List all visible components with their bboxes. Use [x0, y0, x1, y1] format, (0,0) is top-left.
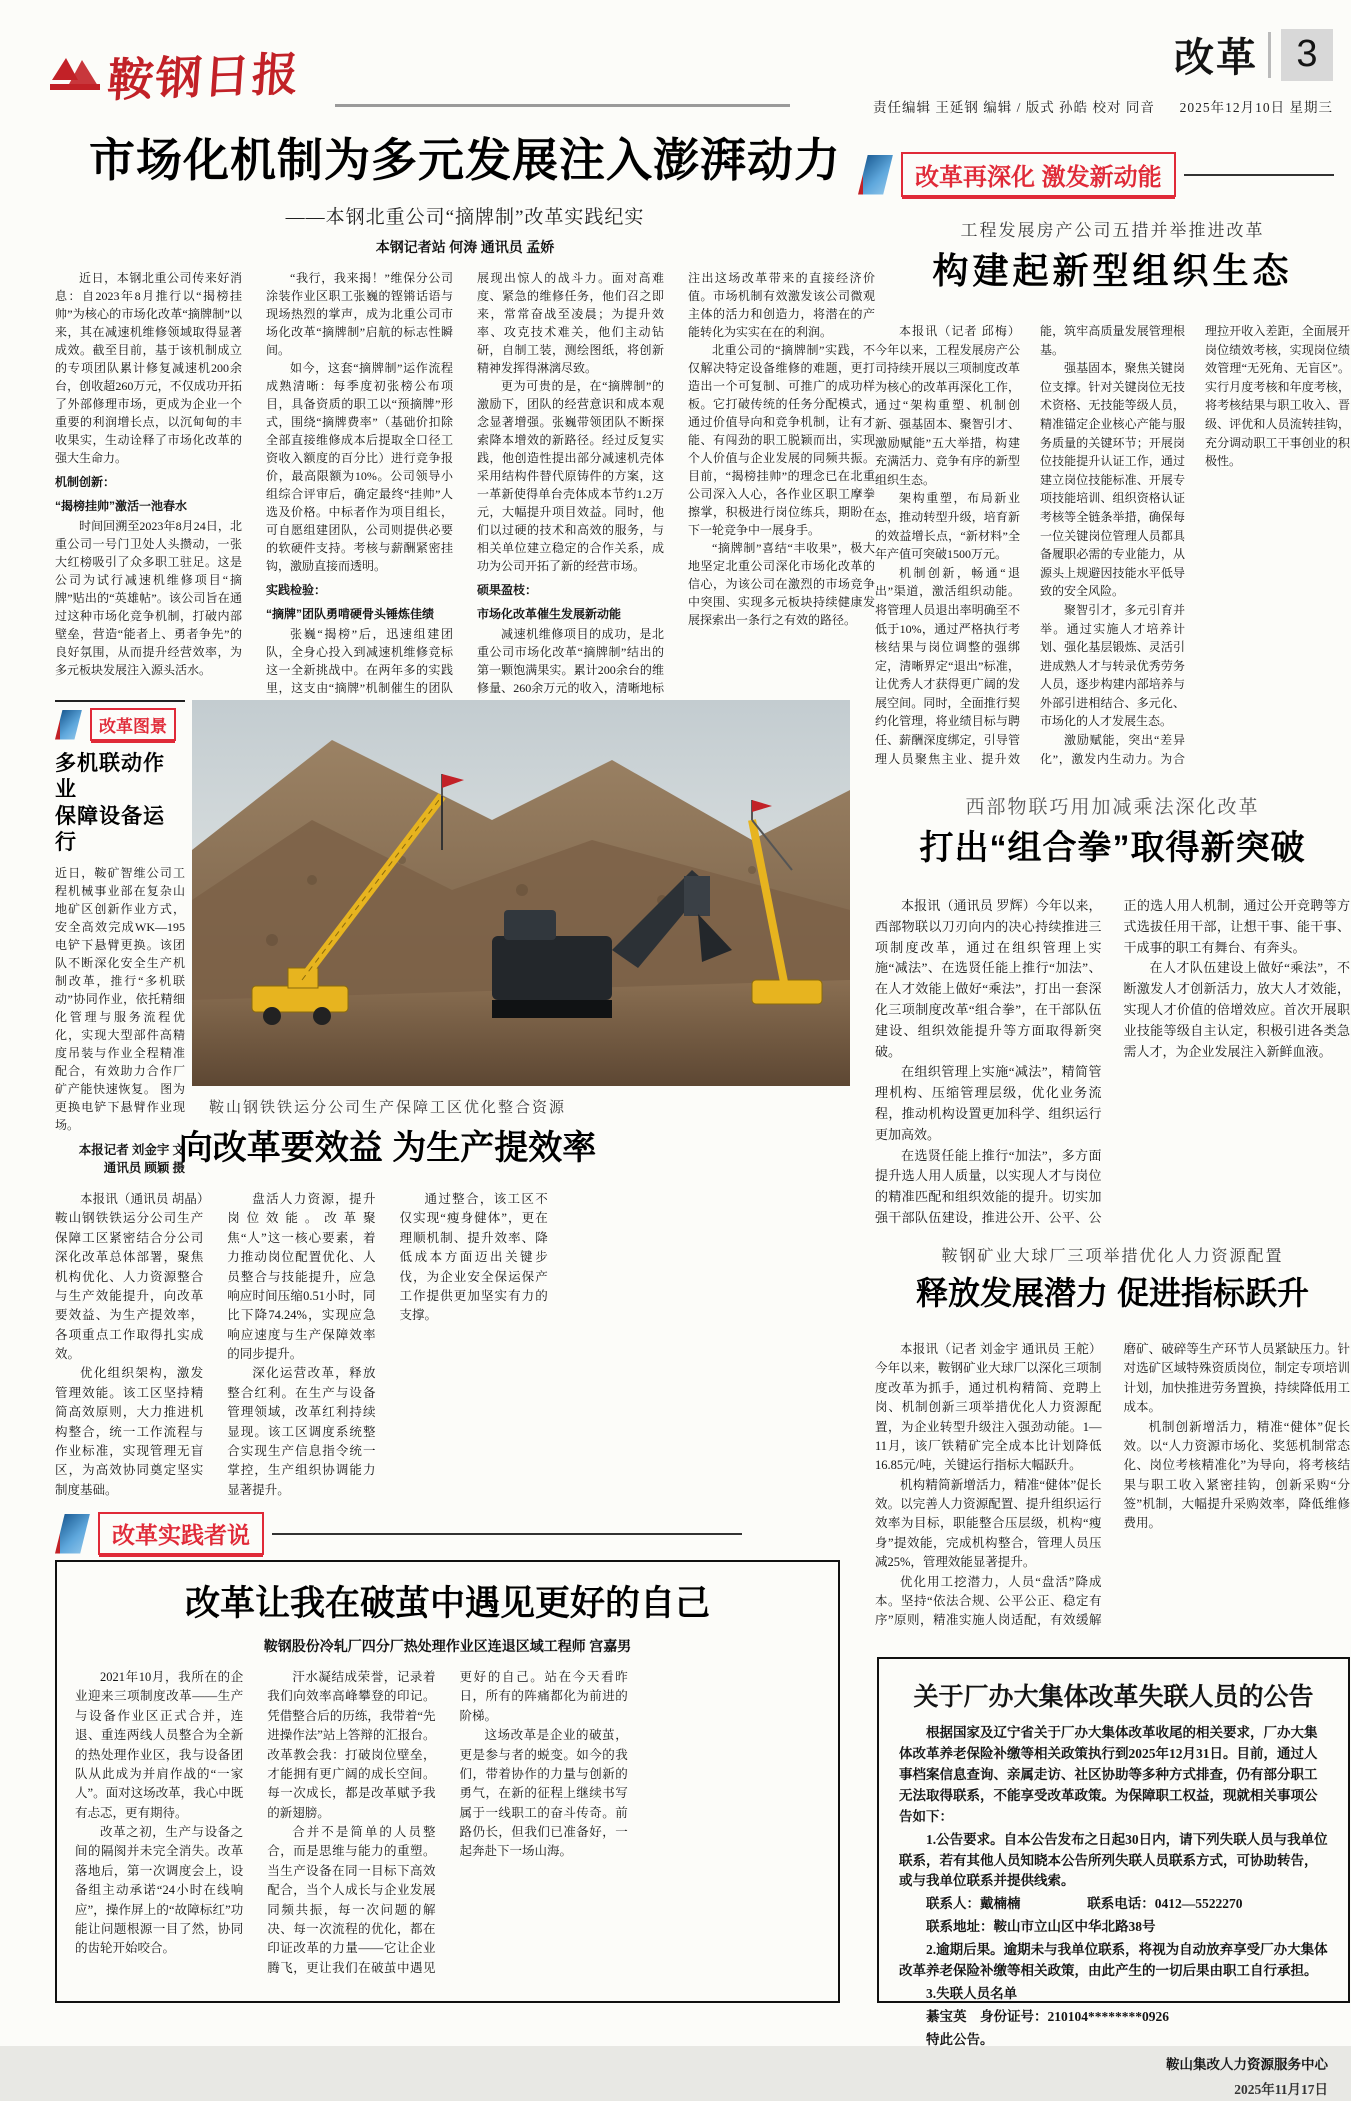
banner-flag-icon [55, 1514, 90, 1554]
combo-article-headline: 打出“组合拳”取得新突破 [919, 829, 1306, 867]
efficiency-article-kicker: 鞍山钢铁铁运分公司生产保障工区优化整合资源 [208, 1100, 566, 1116]
paragraph: “我行，我来揭！”维保分公司涂装作业区职工张巍的铿锵话语与现场热烈的掌声，成为北重公司市场化改革“摘牌制”启航的标志性瞬间。 [266, 271, 453, 357]
photo-credit: 本报记者 刘金宇 文 通讯员 顾颖 摄 [78, 1143, 185, 1175]
paragraph: 近日，本钢北重公司传来好消息：自2023年8月推行以“揭榜挂帅”为核心的市场化改革“摘牌制”以来，其在减速机维修领域取得显著成效。截至目前，基于该机制成立的专项团队累计修复减速机200余台，创收超260万元，不仅成功开拓了外部修理市场，更成为企业一个重要的利润增长点，以沉甸甸的丰收果实，生动诠释了市场化改革的强大生命力。 [55, 271, 242, 465]
editor-line [873, 96, 1333, 116]
paragraph: 减速机维修项目的成功，是北重公司市场化改革“摘牌制”结出的第一颗饱满果实。累计200余台的维修量、260余万元的收入，清晰地标注出这场改革带来的直接经济价值。市场机制有效激发该公司微观主体的活力和创造力，将潜在的产能转化为实实在在的利润。 [477, 271, 875, 695]
potential-article-headline: 释放发展潜力 促进指标跃升 [916, 1275, 1309, 1311]
banner-flag-icon [858, 155, 893, 195]
paragraph: 在组织管理上实施“减法”，精简管理机构、压缩管理层级，优化业务流程，推动机构设置更加科学、组织运行更加高效。 [875, 1064, 1102, 1142]
essay-headline: 改革让我在破茧中遇见更好的自己 [184, 1584, 710, 1623]
notice-item: 3.失联人员名单 [926, 1986, 1018, 2002]
paragraph: 张巍“揭榜”后，迅速组建团队，全身心投入到减速机维修竞标这一全新挑战中。在两年多的实践里，这支由“摘牌”机制催生的团队展现出惊人的战斗力。面对高难度、紧急的维修任务，他们召之即来，常常奋战至凌晨；为提升效率、攻克技术难关，他们主动钻研，自制工装，测绘图纸，将创新精神发挥得淋漓尽致。 [266, 271, 664, 695]
date-line: 2025年12月10日 星期三 [1179, 100, 1333, 115]
inline-subhead: 硕果盈枝： [477, 583, 538, 597]
inline-subhead: “摘牌”团队勇啃硬骨头锤炼佳绩 [266, 607, 435, 621]
main-byline: 本钢记者站 何涛 通讯员 孟娇 [375, 241, 555, 256]
paragraph: 时间回溯至2023年8月24日，北重公司一号门卫处人头攒动，一张大红榜吸引了众多职工驻足。这是公司为试行减速机维修项目“摘牌”贴出的“英雄帖”。该公司旨在通过这种市场化竞争机制，打破内部壁垒，营造“能者上、勇者争先”的良好氛围，从而提升经营效率，为多元板块发展注入源头活水。 [55, 519, 242, 677]
practitioner-banner [55, 1512, 840, 1555]
paragraph: 改革之初，生产与设备之间的隔阂并未完全消失。改革落地后，第一次调度会上，设备组主动承诺“24小时在线响应”，操作屏上的“故障标红”功能让问题根源一目了然，协同的齿轮开始咬合。 [75, 1825, 244, 1956]
section-title: 改革 [1174, 36, 1258, 80]
paragraph: 本报讯（通讯员 罗辉）今年以来，西部物联以刀刃向内的决心持续推进三项制度改革，通过在组织管理上实施“减法”、在选贤任能上推行“加法”、在人才效能上做好“乘法”，打出一套深化三项制度改革“组合拳”，在干部队伍建设、组织效能提升等方面取得新突破。 [875, 898, 1102, 1059]
banner-label: 改革再深化 激发新动能 [901, 152, 1176, 197]
notice-intro: 根据国家及辽宁省关于厂办大集体改革收尾的相关要求，厂办大集体改革养老保险补缴等相关政策执行到2025年12月31日。目前，通过人事档案信息查询、亲属走访、社区协助等多种方式排查，仍有部分职工无法取得联系，不能享受改革政策。为保障职工权益，现就相关事项公告如下： [899, 1725, 1318, 1824]
notice-person: 綦宝英 身份证号：210104********0926 [926, 2008, 1169, 2024]
paragraph: 北重公司的“摘牌制”实践，不仅解决特定设备维修的难题，更打造出一个可复制、可推广的成功样板。它打破传统的任务分配模式，通过价值导向和竞争机制，让有才能、有闯劲的职工脱颖而出，实现个人价值与企业发展的同频共振。目前，“揭榜挂帅”的理念已在北重公司深入人心，各作业区职工摩拳擦掌，积极进行岗位练兵，期盼在下一轮竞争中一展身手。 [688, 343, 875, 537]
inline-subhead: 机制创新： [55, 475, 116, 489]
potential-article-kicker: 鞍钢矿业大球厂三项举措优化人力资源配置 [941, 1248, 1284, 1265]
paragraph: 优化组织架构，激发管理效能。该工区坚持精简高效原则，大力推进机构整合，统一工作流程与作业标准，实现管理无盲区，为高效协同奠定坚实制度基础。 [55, 1366, 204, 1497]
paragraph: 汗水凝结成荣誉，记录着我们向效率高峰攀登的印记。凭借整合后的历练，我带着“先进操作法”站上答辩的汇报台。改革教会我：打破岗位壁垒，才能拥有更广阔的成长空间。每一次成长，都是改革赋予我的新翅膀。 [267, 1670, 436, 1820]
photo-sidebar-panel [55, 700, 185, 1175]
notice-closing: 特此公告。 [926, 2031, 994, 2047]
photo-caption: 近日，鞍矿智维公司工程机械事业部在复杂山地矿区创新作业方式，安全高效完成WK—195电铲下悬臂更换。该团队不断深化安全生产机制改革，推行“多机联动”协同作业，依托精细化管理与服务流程优化，实现大型部件高精度吊装与作业全程精准配合，有效助力合作厂矿产能快速恢复。 图为更换电铲下悬臂作业现场。 [55, 866, 185, 1132]
paragraph: 通过整合，该工区不仅实现“瘦身健体”，更在理顺机制、提升效率、降低成本方面迈出关键步伐，为企业安全保运保产工作提供更加坚实有力的支撑。 [399, 1192, 548, 1323]
combo-article-kicker: 西部物联巧用加减乘法深化改革 [965, 797, 1260, 818]
paragraph: 在人才队伍建设上做好“乘法”，不断激发人才创新活力，放大人才效能，实现人才价值的倍增效应。首次开展职业技能等级自主认定，积极引进各类急需人才，为企业发展注入新鲜血液。 [1123, 960, 1350, 1059]
angang-emblem-icon [48, 50, 102, 99]
paragraph: 激励赋能，突出“差异化”，激发内生动力。为合理拉开收入差距，全面展开岗位绩效考核，实现岗位绩效管理“无死角、无盲区”。实行月度考核和年度考核，将考核结果与职工收入、晋级、评优和人员流转挂钩，充分调动职工干事创业的积极性。 [1040, 324, 1350, 766]
practitioner-banner-label: 改革实践者说 [98, 1512, 264, 1555]
notice-title: 关于厂办大集体改革失联人员的公告 [913, 1683, 1314, 1711]
paragraph: 聚智引才，多元引育并举。通过实施人才培养计划、强化基层锻炼、灵活引进成熟人才与转录优秀劳务人员，逐步构建内部培养与外部引进相结合、多元化、市场化的人才发展生态。 [1040, 602, 1185, 729]
paragraph: 机制创新，畅通“退出”渠道，激活组织动能。将管理人员退出率明确至不低于10%，通过严格执行考核结果与岗位调整的强绑定，清晰界定“退出”标准，让优秀人才获得更广阔的发展空间。同时，全面推行契约化管理，将业绩目标与聘任、薪酬深度绑定，引导管理人员聚焦主业、提升效能，筑牢高质量发展管理根基。 [875, 324, 1185, 766]
editor-credits: 责任编辑 王延钢 编辑 / 版式 孙皓 校对 同音 [872, 100, 1155, 115]
efficiency-article-body [55, 1190, 720, 1502]
paragraph: 盘活人力资源，提升岗位效能。改革聚焦“人”这一核心要素，着力推动岗位配置优化、人员整合与技能提升，应急响应时间压缩0.51小时，同比下降74.24%，实现应急响应速度与生产保障效率的同步提升。 [227, 1192, 376, 1361]
org-article-kicker: 工程发展房产公司五措并举推进改革 [960, 221, 1265, 240]
main-article-body [55, 269, 875, 701]
paragraph: 本报讯（通讯员 胡晶）鞍山钢铁铁运分公司生产保障工区紧密结合分公司深化改革总体部署，聚焦机构优化、人力资源整合与生产效能提升，向改革要效益、为生产提效率，各项重点工作取得扎实成效。 [55, 1192, 204, 1361]
inline-subhead: 市场化改革催生发展新动能 [477, 607, 622, 621]
paragraph: 优化用工挖潜力，人员“盘活”降成本。坚持“依法合规、公平公正、稳定有序”原则，精准实施人岗适配，有效缓解磨矿、破碎等生产环节人员紧缺压力。针对选矿区域特殊资质岗位，制定专项培训计划，加快推进劳务置换，持续降低用工成本。 [875, 1342, 1350, 1628]
masthead [48, 38, 348, 110]
essay-body [75, 1668, 820, 1990]
header-rule [335, 104, 790, 107]
main-article [55, 124, 875, 701]
combo-article-body [875, 896, 1350, 1234]
notice-contact [899, 1894, 1328, 1915]
paragraph: 在选贤任能上推行“加法”，多方面提升选人用人质量，以实现人才与岗位的精准匹配和组织效能的提升。切实加强干部队伍建设，推进公开、公平、公正的选人用人机制，通过公开竞聘等方式选拔任用干部，让想干事、能干事、干成事的职工有舞台、有奔头。 [875, 898, 1350, 1225]
essay-byline: 鞍钢股份冷轧厂四分厂热处理作业区连退区域工程师 宫嘉男 [263, 1640, 632, 1655]
paragraph: 本报讯（记者 刘金宇 通讯员 王舵）今年以来，鞍钢矿业大球厂以深化三项制度改革为抓手，通过机构精简、竞聘上岗、机制创新三项举措优化人力资源配置，为企业转型升级注入强劲动能。1—11月，该厂铁精矿完全成本比计划降低16.85元/吨，关键运行指标大幅跃升。 [875, 1342, 1102, 1473]
notice-contact-phone: 联系电话：0412—5522270 [1087, 1896, 1243, 1912]
photo-crane-worksite [192, 700, 850, 1086]
paragraph: 本报讯（记者 邱梅）今年以来，工程发展房产公司持续开展以三项制度改革为核心的改革再深化工作，通过“架构重塑、机制创新、强基固本、聚智引才、激励赋能”五大举措，构建充满活力、竞争有序的新型组织生态。 [875, 324, 1020, 487]
banner-rule [272, 1533, 742, 1535]
notice-item: 1.公告要求。自本公告发布之日起30日内，请下列失联人员与我单位联系，若有其他人员知晓本公告所列失联人员联系方式，可协助转告，或与我单位联系并提供线索。 [899, 1831, 1328, 1889]
org-article-body [875, 322, 1350, 780]
section-page-label [1174, 26, 1333, 83]
paragraph: “摘牌制”喜结“丰收果”，极大地坚定北重公司深化市场化改革的信心，为该公司在激烈的市场竞争中突围、实现多元板块持续健康发展探索出一条行之有效的路径。 [688, 541, 875, 627]
paragraph: 机构精简新增活力，精准“健体”促长效。以完善人力资源配置、提升组织运行效率为目标，职能整合压层级，机构“瘦身”提效能，完成机构整合，管理人员压减25%，管理效能显著提升。 [875, 1477, 1102, 1570]
photo-section-flag [55, 708, 185, 741]
reform-banner [858, 152, 1350, 197]
paragraph: 这场改革是企业的破茧，更是参与者的蜕变。如今的我们，带着协作的力量与创新的勇气，在新的征程上继续书写属于一线职工的奋斗传奇。前路仍长，但我们已准备好，一起奔赴下一场山海。 [459, 1728, 628, 1859]
banner-rule [1184, 174, 1334, 176]
inline-subhead: “揭榜挂帅”激活一池春水 [55, 499, 188, 513]
banner-flag-icon [55, 710, 82, 740]
notice-item: 2.逾期后果。逾期未与我单位联系，将视为自动放弃享受厂办大集体改革养老保险补缴等相关政策，由此产生的一切后果由职工自行承担。 [899, 1942, 1328, 1979]
main-headline: 市场化机制为多元发展注入澎湃动力 [89, 134, 841, 186]
paragraph: 深化运营改革，释放整合红利。在生产与设备管理领域，改革红利持续显现。该工区调度系统整合实现生产信息指令统一掌控，生产组织协调能力显著提升。 [227, 1366, 376, 1497]
notice-box [877, 1657, 1350, 2097]
paragraph: 如今，这套“摘牌制”运作流程成熟清晰：每季度初张榜公布项目，具备资质的职工以“预摘牌”形式，围绕“摘牌费率”（基础价扣除全部直接维修成本后提取全口径工资收入额度的百分比）进行竞争报价，最高限额为10%。公司领导小组综合评审后，确定最终“挂帅”人选及价格。中标者作为项目组长，可自愿组建团队，公司则提供必要的软硬件支持。考核与薪酬紧密挂钩，激励直接而透明。 [266, 361, 453, 573]
paragraph: 合并不是简单的人员整合，而是思维与能力的重塑。当生产设备在同一目标下高效配合，当个人成长与企业发展同频共振，每一次问题的解决、每一次流程的优化，都在印证改革的力量——它让企业腾飞，更让我们在破茧中遇见更好的自己。站在今天看昨日，所有的阵痛都化为前进的阶梯。 [267, 1670, 628, 1975]
paragraph: 强基固本，聚焦关键岗位支撑。针对关键岗位无技术资格、无技能等级人员，精准锚定企业核心产能与服务质量的关键环节；开展岗位技能提升认证工作，通过建立岗位技能标准、开展专项技能培训、组织资格认证考核等全链条举措，确保每一位关键岗位管理人员都具备履职必需的专业能力，从源头上规避因技能水平低导致的安全风险。 [1040, 361, 1185, 599]
paragraph: 架构重塑，布局新业态，推动转型升级，培育新的效益增长点，“新材料”全年产值可突破1500万元。 [875, 491, 1020, 562]
photo-title: 多机联动作业 保障设备运行 [55, 752, 165, 854]
masthead-title: 鞍钢日报 [105, 47, 302, 107]
inline-subhead: 实践检验： [266, 583, 327, 597]
essay-article-box [55, 1560, 840, 2003]
org-article-headline: 构建起新型组织生态 [932, 250, 1293, 291]
paragraph: 2021年10月，我所在的企业迎来三项制度改革——生产与设备作业区正式合并，连退、重连两线人员整合为全新的热处理作业区，我与设备团队从此成为并肩作战的“一家人”。面对这场改革，我心中既有忐忑，更有期待。 [75, 1670, 244, 1820]
main-subdeck: ——本钢北重公司“摘牌制”改革实践纪实 [285, 207, 645, 228]
photo-section-label: 改革图景 [90, 708, 176, 741]
paragraph: 更为可贵的是，在“摘牌制”的激励下，团队的经营意识和成本观念显著增强。张巍带领团队不断探索降本增效的新路径。经过反复实践，他创造性提出部分减速机壳体采用结构件替代原铸件的方案，这一革新使得单台壳体成本节约1.2万元，大幅提升项目效益。同时，他们以过硬的技术和高效的服务，与相关单位建立稳定的合作关系，成功为公司开拓了新的经营市场。 [477, 379, 664, 573]
efficiency-article-headline: 向改革要效益 为生产提效率 [178, 1129, 597, 1167]
paragraph: 机制创新增活力，精准“健体”促长效。以“人力资源市场化、奖惩机制常态化、岗位考核精准化”为导向，将考核结果与职工收入紧密挂钩，创新采购“分签”机制，大幅提升采购效率，降低维修费用。 [1123, 1419, 1350, 1531]
notice-contact-address: 联系地址：鞍山市立山区中华北路38号 [926, 1919, 1156, 1935]
notice-org: 鞍山集改人力资源服务中心 [1166, 2056, 1328, 2072]
divider [1268, 32, 1271, 78]
potential-article-body [875, 1340, 1350, 1642]
notice-contact-person: 联系人：戴楠楠 [926, 1896, 1021, 1912]
notice-date: 2025年11月17日 [1234, 2081, 1328, 2097]
page-number: 3 [1281, 29, 1333, 81]
